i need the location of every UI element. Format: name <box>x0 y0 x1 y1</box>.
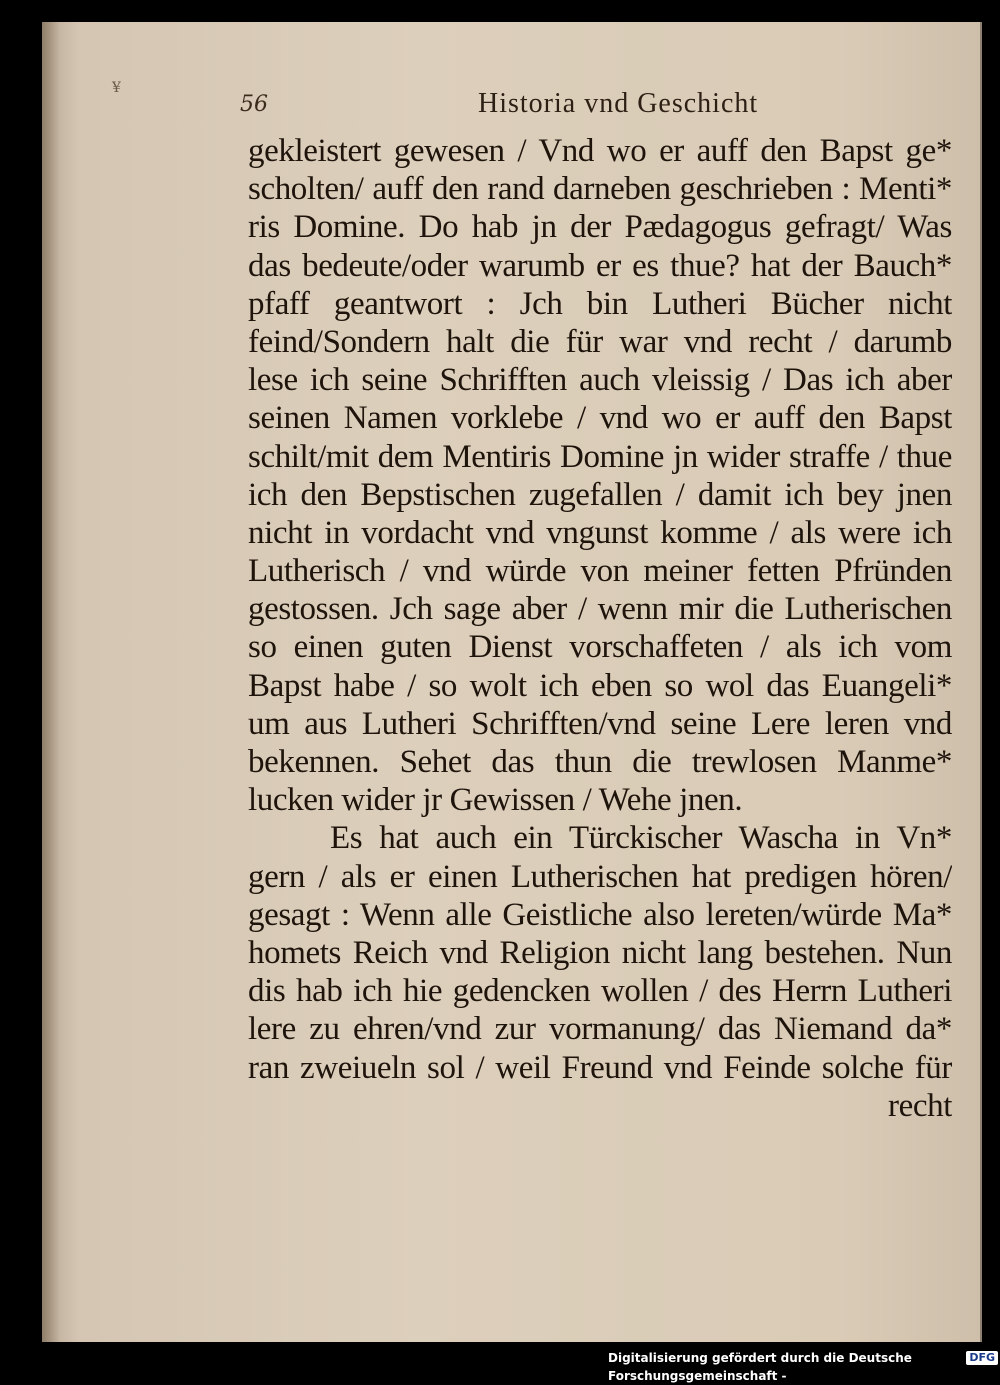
dfg-logo: DFG <box>966 1351 998 1365</box>
text-line: gesagt : Wenn alle Geistliche also lereten/würde Ma* <box>248 896 952 933</box>
text-line: bekennen. Sehet das thun die trewlosen Manme* <box>248 744 952 780</box>
text-line: gekleistert gewesen / Vnd wo er auff den Bapst ge* <box>248 133 952 169</box>
catchword: recht <box>888 1087 952 1124</box>
text-line: gern / als er einen Lutherischen hat predigen hören/ <box>248 858 952 895</box>
running-title: Historia vnd Geschicht <box>478 88 759 119</box>
text-line: homets Reich vnd Religion nicht lang bestehen. Nun <box>248 934 952 971</box>
text-line: ich den Bepstischen zugefallen / damit ich bey jnen <box>248 476 952 513</box>
text-line: dis hab ich hie gedencken wollen / des Herrn Lutheri <box>248 973 952 1010</box>
text-line: so einen guten Dienst vorschaffeten / als ich vom <box>248 629 952 666</box>
text-line: scholten/ auff den rand darneben geschrieben : Menti* <box>248 171 952 208</box>
text-line: ran zweiueln sol / weil Freund vnd Feinde solche für <box>248 1049 952 1086</box>
text-line: schilt/mit dem Mentiris Domine jn wider straffe / thue <box>248 438 952 475</box>
text-line: ris Domine. Do hab jn der Pædagogus gefragt/ Was <box>248 209 952 246</box>
margin-mark: ¥ <box>112 80 121 96</box>
text-line: Bapst habe / so wolt ich eben so wol das Euangeli* <box>248 667 952 704</box>
funding-credit: Digitalisierung gefördert durch die Deutsche Forschungsgemeinschaft - <box>608 1351 912 1383</box>
text-line: lese ich seine Schrifften auch vleissig / Das ich aber <box>248 362 952 399</box>
text-line: nicht in vordacht vnd vngunst komme / als were ich <box>248 514 952 551</box>
text-line: gestossen. Jch sage aber / wenn mir die Lutherischen <box>248 591 952 628</box>
text-line: lucken wider jr Gewissen / Wehe jnen. <box>248 782 743 819</box>
text-line: pfaff geantwort : Jch bin Lutheri Bücher nicht <box>248 285 952 322</box>
page-header <box>232 86 952 126</box>
text-line: feind/Sondern halt die für war vnd recht / darumb <box>248 323 952 360</box>
text-line: seinen Namen vorklebe / vnd wo er auff den Bapst <box>248 400 952 437</box>
paragraph-start-line: Es hat auch ein Türckischer Wascha in Vn* <box>330 820 952 857</box>
text-line: Lutherisch / vnd würde von meiner fetten Pfründen <box>248 553 952 590</box>
page-number: 56 <box>240 92 268 117</box>
body-text <box>248 132 952 1125</box>
digitization-credit-bar <box>604 1349 1000 1383</box>
text-line: das bedeute/oder warumb er es thue? hat der Bauch* <box>248 247 952 284</box>
text-line: um aus Lutheri Schrifften/vnd seine Lere leren vnd <box>248 705 952 742</box>
text-line: lere zu ehren/vnd zur vormanung/ das Niemand da* <box>248 1011 952 1048</box>
